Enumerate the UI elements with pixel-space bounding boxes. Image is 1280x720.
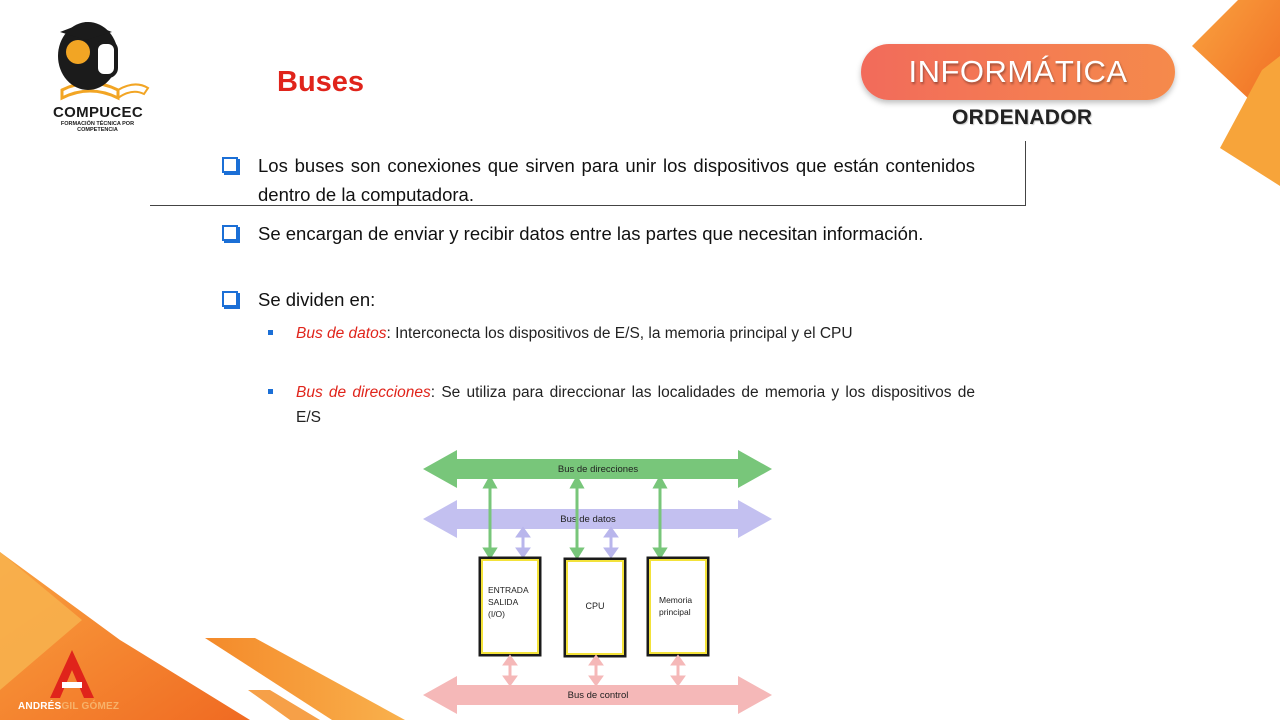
bus-diagram (420, 445, 780, 720)
control-bus-label: Bus de control (567, 690, 629, 701)
io-label-line2: SALIDA (488, 597, 518, 607)
io-label-line3: (I/O) (488, 609, 505, 619)
bullet-text: Se encargan de enviar y recibir datos entre las partes que necesitan información. (258, 223, 924, 244)
divider-vertical (1025, 141, 1026, 205)
logo-emblem-icon (40, 18, 155, 108)
bullet-text: Se dividen en: (258, 289, 376, 310)
sub-bullet-item (268, 380, 975, 430)
data-bus-label: Bus de datos (560, 514, 616, 525)
square-bullet-icon (268, 389, 273, 394)
category-badge (861, 44, 1175, 100)
logo-name: COMPUCEC (53, 104, 143, 121)
memory-label-line2: principal (659, 607, 691, 617)
page-title: Buses (277, 66, 365, 98)
memory-label-line1: Memoria (659, 595, 693, 605)
bullet-item (222, 219, 975, 248)
logo-tagline: FORMACIÓN TÉCNICA POR COMPETENCIA (60, 121, 135, 133)
checkbox-bullet-icon (222, 157, 238, 173)
checkbox-bullet-icon (222, 291, 238, 307)
author-last: GIL GÓMEZ (61, 701, 120, 712)
bullet-item (222, 151, 975, 209)
checkbox-bullet-icon (222, 225, 238, 241)
compucec-logo (40, 18, 155, 133)
bullet-text: Los buses son conexiones que sirven para unir los dispositivos que están contenidos dentro de la computadora. (258, 155, 975, 205)
bus-description: : Se utiliza para direccionar las localidades de memoria y los dispositivos de E/S (296, 384, 975, 426)
author-credit (18, 701, 119, 712)
bullet-item (222, 285, 975, 314)
category-badge-label: INFORMÁTICA (908, 54, 1128, 89)
square-bullet-icon (268, 330, 273, 335)
data-connectors (518, 529, 616, 556)
address-bus-label: Bus de direcciones (557, 464, 639, 475)
control-connectors (505, 657, 683, 684)
cpu-label: CPU (585, 601, 605, 611)
bus-term: Bus de direcciones (296, 384, 431, 401)
bus-term: Bus de datos (296, 325, 387, 342)
bus-description: : Interconecta los dispositivos de E/S, la memoria principal y el CPU (386, 325, 853, 342)
section-subtitle: ORDENADOR (952, 106, 1093, 129)
author-a-logo-icon (44, 646, 100, 702)
author-first: ANDRÉS (18, 701, 62, 712)
io-label-line1: ENTRADA (488, 585, 529, 595)
sub-bullet-item (268, 321, 975, 346)
